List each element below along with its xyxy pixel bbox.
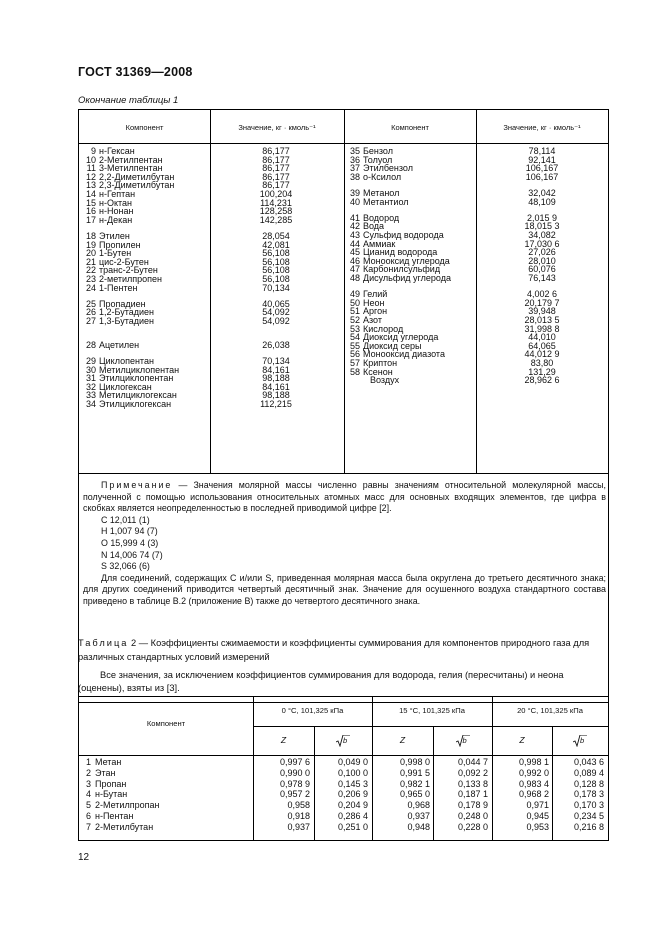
t2-row-value: 0,178 3 (573, 789, 604, 800)
t1-row-name: Толуол (363, 154, 393, 165)
t1-row-number: 41 (349, 212, 360, 223)
t1-row-number: 9 (90, 146, 96, 156)
t1-row-number: 46 (349, 255, 360, 266)
t1-row-name: Вода (363, 221, 385, 232)
t1-row-name: н-Гексан (99, 146, 135, 156)
t2-subheader-sqrt-b (552, 735, 608, 747)
t2-row-value: 0,092 2 (457, 767, 488, 778)
t2-row-value: 0,991 5 (399, 767, 430, 778)
t1-header-component-left: Компонент (125, 123, 164, 132)
t2-row-number: 4 (85, 789, 91, 800)
t1-row-number: 53 (349, 323, 360, 334)
t2-row-value: 0,089 4 (573, 767, 604, 778)
t1-left-row (82, 340, 342, 350)
t1-row-number: 19 (85, 239, 96, 250)
note-element: С 12,011 (1) (101, 514, 150, 525)
t1-row-value: 56,108 (262, 248, 290, 259)
t2-row-value: 0,170 3 (573, 800, 604, 811)
t2-header-cond-1: 15 °С, 101,325 кПа (399, 706, 465, 715)
t1-row-value: 112,215 (260, 399, 292, 409)
t1-row-name: Водород (363, 212, 400, 223)
t1-row-number: 47 (349, 264, 360, 275)
note-text2: Для соединений, содержащих С и/или S, приведенная молярная масса была округлена до третьего десятичного знака; для других соединений приводится четвертый десятичный знак. Значение для осушенного воздуха стандартного состава приведено в таблице В.2 (приложение В) также до четвертого десятичного знака. (83, 572, 606, 606)
t1-row-name: Циклопентан (99, 356, 154, 366)
t1-row-number: 28 (85, 339, 96, 350)
t1-row-number: 45 (349, 247, 360, 258)
t2-row-value: 0,044 7 (457, 757, 488, 767)
t1-row-number: 56 (349, 349, 360, 360)
t1-row-value: 86,177 (262, 171, 290, 182)
t1-row-value: 128,258 (259, 206, 293, 217)
t2-row-value: 0,978 9 (279, 778, 310, 789)
t2-row-value: 0,228 0 (457, 821, 488, 832)
t1-row-name: Цианид водорода (363, 247, 438, 258)
t1-row-name: Карбонилсульфид (363, 264, 441, 275)
t1-row-name: Ацетилен (99, 339, 140, 350)
t1-row-value: 17,030 6 (524, 238, 560, 249)
t2-row-value: 0,918 (287, 811, 310, 821)
t1-row-number: 18 (85, 231, 96, 241)
t2-sqrt-b-label: b (343, 736, 348, 745)
t2-row-value: 0,145 3 (337, 778, 368, 789)
t1-row-value: 42,081 (262, 239, 290, 250)
t1-row-name: Бензол (363, 146, 393, 156)
t1-row-number: 50 (349, 297, 360, 308)
t1-row-name: Метанол (363, 188, 400, 198)
t1-left-row (82, 399, 342, 409)
t1-row-number: 13 (85, 180, 96, 191)
t2-row-name: Метан (95, 757, 122, 767)
t1-row-number: 15 (85, 197, 96, 208)
t2-row-value: 0,937 (407, 811, 430, 821)
t1-row-number: 35 (349, 146, 360, 156)
page-number: 12 (78, 852, 90, 863)
t1-right-row (346, 197, 606, 207)
t1-row-name: Метилциклопентан (99, 364, 180, 375)
t2-row-value: 0,998 0 (399, 757, 430, 767)
t1-row-value: 54,092 (262, 307, 290, 318)
t1-row-number: 24 (85, 282, 96, 293)
note-element: S 32,066 (6) (101, 561, 150, 572)
t1-row-name: Пропилен (99, 239, 141, 250)
t1-row-number: 14 (85, 189, 96, 199)
t1-row-name: Этилен (99, 231, 130, 241)
t2-row-value: 0,997 6 (279, 757, 310, 767)
t1-row-name: н-Нонан (99, 206, 134, 217)
t1-row-name: 2-метилпропен (99, 274, 163, 284)
t2-row-value: 0,206 9 (337, 789, 368, 800)
table2-caption-text: 2 — Коэффициенты сжимаемости и коэффициенты суммирования для компонентов природного газа для различных стандартных условий измерений (78, 638, 590, 662)
t1-row-number: 54 (349, 332, 360, 343)
t1-row-number: 58 (349, 366, 360, 377)
t1-row-number: 17 (85, 214, 96, 225)
table1-caption: Окончание таблицы 1 (78, 95, 179, 106)
t1-row-name: 2,2-Диметилбутан (99, 171, 175, 182)
t1-row-name: Азот (363, 315, 382, 325)
t2-row-value: 0,234 5 (573, 811, 604, 821)
t1-right-row (346, 375, 606, 385)
t1-row-value: 28,054 (262, 231, 290, 241)
t2-row-name: 2-Метилбутан (95, 821, 154, 832)
t1-row-value: 92,141 (528, 154, 556, 165)
t1-row-name: н-Декан (99, 214, 133, 225)
t2-row (79, 790, 608, 800)
t1-row-number: 48 (349, 273, 360, 283)
note-text1: — Значения молярной массы численно равны значениям относительной молекулярной массы, полученной с помощью использования относительных атомных масс для основных входящих элементов, где цифра в скобках является неопределенностью в последней приводимой цифре [2]. (83, 480, 606, 514)
t1-row-name: 1-Пентен (99, 282, 138, 293)
t1-row-name: о-Ксилол (363, 171, 402, 182)
t1-row-name: 3-Метилпентан (99, 163, 163, 174)
t1-row-name: Этилциклогексан (99, 399, 172, 409)
t1-row-number: 11 (86, 163, 96, 174)
t1-row-number: 37 (349, 163, 360, 174)
t1-row-name: Пропадиен (99, 298, 146, 309)
t1-row-name: цис-2-Бутен (99, 256, 149, 267)
t2-header-cond-0: 0 °С, 101,325 кПа (281, 706, 344, 715)
t1-row-name: Неон (363, 297, 385, 308)
t1-row-number: 27 (85, 316, 96, 326)
t1-row-name: Кислород (363, 323, 404, 334)
t2-row (79, 769, 608, 779)
t2-row-value: 0,948 (407, 821, 430, 832)
t1-row-name: 2,3-Диметилбутан (99, 180, 175, 191)
t1-row-value: 64,065 (528, 340, 556, 351)
t1-row-value: 56,108 (262, 274, 290, 284)
t1-row-value: 98,188 (262, 390, 290, 401)
t1-row-number: 39 (349, 188, 360, 198)
t1-row-number: 16 (85, 206, 96, 217)
t2-row-name: 2-Метилпропан (95, 800, 160, 811)
t1-row-number: 38 (349, 171, 360, 182)
t2-header-component: Компонент (146, 719, 186, 728)
t1-left-row (82, 283, 342, 293)
t1-row-value: 2,015 9 (526, 212, 558, 223)
t1-row-value: 86,177 (262, 146, 290, 156)
t1-row-value: 86,177 (262, 180, 290, 191)
t1-row-number: 21 (85, 256, 96, 267)
t1-row-value: 86,177 (262, 163, 290, 174)
t1-right-row (346, 172, 606, 182)
t1-row-name: Монооксид диазота (363, 349, 445, 360)
t1-row-value: 32,042 (528, 188, 556, 198)
t1-row-number: 52 (349, 315, 360, 325)
t1-row-value: 86,177 (262, 154, 290, 165)
t2-row-number: 5 (85, 800, 91, 811)
t1-row-name: Сульфид водорода (363, 230, 444, 240)
t1-row-value: 4,002 6 (526, 289, 558, 300)
t2-row-value: 0,992 0 (518, 767, 549, 778)
t2-row-value: 0,968 2 (518, 789, 549, 800)
t1-row-number: 31 (85, 373, 96, 384)
t1-row-value: 31,998 8 (524, 323, 560, 334)
t1-row-value: 142,285 (259, 214, 293, 225)
t2-row-value: 0,958 (287, 800, 310, 811)
t2-row (79, 758, 608, 768)
t1-row-value: 114,231 (260, 197, 292, 208)
t1-row-value: 78,114 (528, 146, 556, 156)
t1-row-number: 25 (85, 298, 96, 309)
t1-row-name: Этилциклопентан (99, 373, 174, 384)
t1-row-number: 44 (349, 238, 360, 249)
table1-note (83, 480, 606, 608)
t1-row-name: Диоксид серы (363, 340, 422, 351)
t2-row-name: Пропан (95, 778, 127, 789)
t2-row-value: 0,133 8 (457, 778, 488, 789)
t1-row-number: 33 (85, 390, 96, 401)
t1-row-value: 84,161 (262, 381, 290, 392)
t2-row-name: Этан (95, 767, 116, 778)
t2-row-value: 0,286 4 (337, 811, 368, 821)
t2-row-value: 0,945 (526, 811, 549, 821)
t1-row-name: н-Гептан (99, 189, 136, 199)
t1-row-name: транс-2-Бутен (99, 265, 158, 276)
t1-row-value: 44,012 9 (524, 349, 560, 360)
t1-left-row (82, 316, 342, 326)
t1-row-value: 20,179 7 (524, 297, 560, 308)
t1-row-value: 28,013 5 (524, 315, 560, 325)
t1-row-number: 22 (85, 265, 96, 276)
t1-row-number: 30 (85, 364, 96, 375)
sqrt-icon (336, 735, 350, 747)
t1-row-number: 55 (349, 340, 360, 351)
t2-row-value: 0,248 0 (457, 811, 488, 821)
t2-row-value: 0,998 1 (518, 757, 549, 767)
t1-row-number: 42 (349, 221, 360, 232)
t1-row-value: 83,80 (530, 358, 554, 368)
table2-intro: Все значения, за исключением коэффициентов суммирования для водорода, гелия (пересчитаны) и неона (оценены), взяты из [3]. (78, 670, 564, 693)
t1-row-value: 84,161 (262, 364, 290, 375)
t1-row-name: 1,2-Бутадиен (99, 307, 154, 318)
t1-row-number: 23 (85, 274, 96, 284)
t2-row-value: 0,971 (526, 800, 549, 811)
t1-row-number: 36 (349, 154, 360, 165)
t2-row-value: 0,049 0 (337, 757, 368, 767)
t1-row-value: 70,134 (262, 282, 290, 293)
table2-caption (78, 636, 609, 664)
t1-row-name: Аргон (363, 306, 388, 317)
t2-row-value: 0,100 0 (337, 767, 368, 778)
t2-row-value: 0,043 6 (573, 757, 604, 767)
t1-row-value: 70,134 (262, 356, 290, 366)
t1-row-value: 56,108 (262, 265, 290, 276)
t1-row-name: 1-Бутен (99, 248, 132, 259)
t2-row-value: 0,178 9 (457, 800, 488, 811)
t1-header-value-right: Значение, кг · кмоль⁻¹ (503, 123, 581, 132)
t1-row-name: Циклогексан (99, 381, 152, 392)
t1-row-value: 56,108 (262, 256, 290, 267)
t2-row (79, 812, 608, 822)
t2-subheader-sqrt-b (314, 735, 372, 747)
t2-row-number: 2 (85, 767, 91, 778)
t1-row-value: 54,092 (262, 316, 290, 326)
t2-row-value: 0,953 (526, 821, 549, 832)
t1-row-number: 43 (349, 230, 360, 240)
t2-row-value: 0,128 8 (573, 778, 604, 789)
t2-row-value: 0,968 (407, 800, 430, 811)
t1-row-value: 48,109 (528, 196, 556, 207)
t2-row-value: 0,957 2 (279, 789, 310, 800)
t2-subheader-z: Z (399, 735, 406, 745)
t1-left-row (82, 215, 342, 225)
t2-row-value: 0,965 0 (399, 789, 430, 800)
t2-subheader-z: Z (519, 735, 525, 745)
t2-row-name: н-Пентан (95, 811, 134, 821)
t1-row-value: 28,962 6 (524, 375, 560, 386)
document-header: ГОСТ 31369—2008 (78, 65, 193, 79)
note-label: Примечание (101, 480, 173, 490)
t2-row-value: 0,216 8 (573, 821, 604, 832)
t1-row-name: Метилциклогексан (99, 390, 177, 401)
t1-row-name: Диоксид углерода (363, 332, 439, 343)
t2-subheader-sqrt-b (433, 735, 492, 747)
t1-row-value: 100,204 (259, 189, 293, 199)
t1-row-number: 32 (85, 381, 96, 392)
t1-row-value: 76,143 (528, 273, 556, 283)
t2-row-value: 0,937 (287, 821, 310, 832)
t2-sqrt-b-label: b (462, 736, 467, 745)
t2-row-number: 6 (85, 811, 91, 821)
t1-row-name: 1,3-Бутадиен (99, 316, 154, 326)
t2-row-value: 0,204 9 (337, 800, 368, 811)
t1-row-number: 49 (349, 289, 360, 300)
t2-row (79, 780, 608, 790)
t1-row-name: н-Октан (99, 197, 133, 208)
t2-row-value: 0,251 0 (337, 821, 368, 832)
t1-row-value: 106,167 (525, 163, 559, 174)
t1-row-name: Дисульфид углерода (363, 273, 451, 283)
t1-row-value: 39,948 (528, 306, 556, 317)
t1-row-value: 106,167 (525, 171, 559, 182)
t1-row-number: 51 (349, 306, 360, 317)
t1-row-number: 20 (85, 248, 96, 259)
note-element: Н 1,007 94 (7) (101, 526, 158, 537)
t1-row-value: 60,076 (528, 264, 556, 275)
t1-row-value: 27,026 (528, 247, 556, 258)
t1-row-number: 29 (85, 356, 96, 366)
t2-row-number: 1 (85, 757, 91, 767)
t2-row-number: 7 (85, 821, 91, 832)
t1-row-value: 28,010 (528, 255, 556, 266)
t2-row-value: 0,990 0 (279, 767, 310, 778)
t1-header-value-left: Значение, кг · кмоль⁻¹ (238, 123, 316, 132)
t1-row-name: Воздух (370, 375, 400, 386)
note-element-list (83, 515, 606, 573)
t1-row-number: 26 (85, 307, 96, 318)
t2-subheader-z: Z (280, 735, 287, 745)
t2-sqrt-b-label: b (580, 736, 585, 745)
t2-row (79, 801, 608, 811)
t1-row-name: Ксенон (363, 366, 393, 377)
t1-right-row (346, 273, 606, 283)
t2-row (79, 823, 608, 833)
table1 (78, 109, 609, 703)
t1-row-number: 40 (349, 196, 360, 207)
t2-header-cond-2: 20 °С, 101,325 кПа (517, 706, 583, 715)
sqrt-icon (573, 735, 587, 747)
t2-row-value: 0,187 1 (457, 789, 488, 800)
t1-row-number: 34 (85, 399, 96, 409)
t1-row-number: 12 (85, 171, 96, 182)
t1-row-value: 26,038 (262, 339, 290, 350)
table2-caption-label: Таблица (78, 638, 129, 648)
t1-row-value: 40,065 (262, 298, 290, 309)
note-element: О 15,999 4 (3) (101, 537, 159, 548)
t1-row-name: Аммиак (363, 238, 396, 249)
t1-row-name: 2-Метилпентан (99, 154, 163, 165)
t1-row-number: 57 (349, 358, 360, 368)
t1-row-name: Монооксид углерода (363, 255, 450, 266)
t2-row-number: 3 (85, 778, 91, 789)
t1-row-name: Криптон (363, 358, 398, 368)
note-element: N 14,006 74 (7) (101, 549, 163, 560)
t2-row-value: 0,982 1 (399, 778, 430, 789)
sqrt-icon (456, 735, 470, 747)
t2-row-value: 0,983 4 (518, 778, 549, 789)
t1-row-value: 34,082 (528, 230, 556, 240)
t1-row-value: 44,010 (528, 332, 556, 343)
t1-row-value: 131,29 (528, 366, 556, 377)
t1-row-value: 18,015 3 (524, 221, 560, 232)
t1-row-number: 10 (85, 154, 96, 165)
t1-row-name: Этилбензол (363, 163, 413, 174)
t1-header-component-right: Компонент (391, 123, 429, 132)
t1-row-value: 98,188 (262, 373, 290, 384)
t1-row-name: Гелий (363, 289, 388, 300)
t1-row-name: Метантиол (363, 196, 409, 207)
table2 (78, 696, 609, 841)
t2-row-name: н-Бутан (95, 789, 128, 800)
